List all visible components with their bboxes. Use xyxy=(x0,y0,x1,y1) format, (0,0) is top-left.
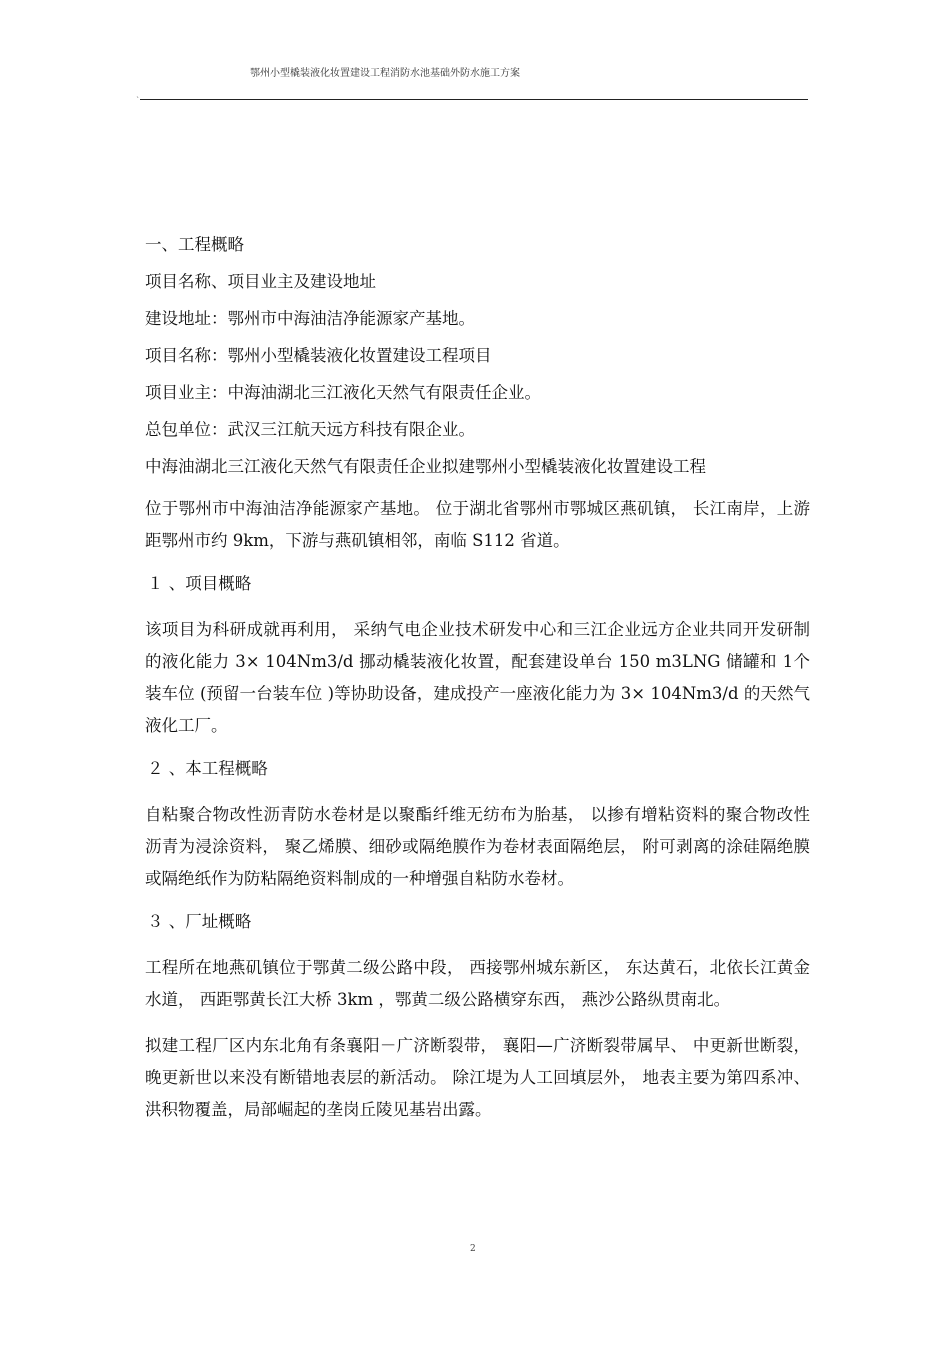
subsection-heading-3: ３ 、厂址概略 xyxy=(147,912,252,931)
project-intro-line: 中海油湖北三江液化天然气有限责任企业拟建鄂州小型橇装液化妆置建设工程 xyxy=(145,457,706,476)
subsection-paragraph-1: 该项目为科研成就再利用， 采纳气电企业技术研发中心和三江企业远方企业共同开发研制的液化能力 3× 104Nm3/d 挪动橇装液化妆置，配套建设单台 150 m3LNG 储罐和 1个装车位 (预留一台装车位 )等协助设备，建成投产一座液化能力为 3× 104Nm3/d 的天然气液化工厂。 xyxy=(145,620,810,735)
header-mark: ` xyxy=(136,96,140,105)
page-number: 2 xyxy=(470,1244,476,1254)
project-owner: 项目业主：中海油湖北三江液化天然气有限责任企业。 xyxy=(145,383,541,402)
project-info-title: 项目名称、项目业主及建设地址 xyxy=(145,272,376,291)
construction-address: 建设地址：鄂州市中海油洁净能源家产基地。 xyxy=(145,309,475,328)
subsection-paragraph-3b: 拟建工程厂区内东北角有条襄阳－广济断裂带， 襄阳—广济断裂带属早、 中更新世断裂，晚更新世以来没有断错地表层的新活动。 除江堤为人工回填层外， 地表主要为第四系冲、洪积物覆盖，局部崛起的垄岗丘陵见基岩出露。 xyxy=(145,1036,810,1119)
document-body xyxy=(145,226,810,1126)
header-divider xyxy=(140,99,808,100)
subsection-heading-1: １ 、项目概略 xyxy=(147,574,252,593)
subsection-paragraph-3a: 工程所在地燕矶镇位于鄂黄二级公路中段， 西接鄂州城东新区， 东达黄石，北依长江黄金水道， 西距鄂黄长江大桥 3km ，鄂黄二级公路横穿东西， 燕沙公路纵贯南北。 xyxy=(145,958,810,1009)
project-name: 项目名称：鄂州小型橇装液化妆置建设工程项目 xyxy=(145,346,492,365)
section-heading-overview: 一、工程概略 xyxy=(145,235,244,254)
location-paragraph: 位于鄂州市中海油洁净能源家产基地。 位于湖北省鄂州市鄂城区燕矶镇， 长江南岸，上游距鄂州市约 9km，下游与燕矶镇相邻，南临 S112 省道。 xyxy=(145,499,810,550)
header-title: 鄂州小型橇装液化妆置建设工程消防水池基础外防水施工方案 xyxy=(250,68,520,79)
subsection-heading-2: ２ 、本工程概略 xyxy=(147,759,268,778)
general-contractor: 总包单位：武汉三江航天远方科技有限企业。 xyxy=(145,420,475,439)
subsection-paragraph-2: 自粘聚合物改性沥青防水卷材是以聚酯纤维无纺布为胎基， 以掺有增粘资料的聚合物改性沥青为浸涂资料， 聚乙烯膜、细砂或隔绝膜作为卷材表面隔绝层， 附可剥离的涂硅隔绝膜或隔绝纸作为防粘隔绝资料制成的一种增强自粘防水卷材。 xyxy=(145,805,810,888)
